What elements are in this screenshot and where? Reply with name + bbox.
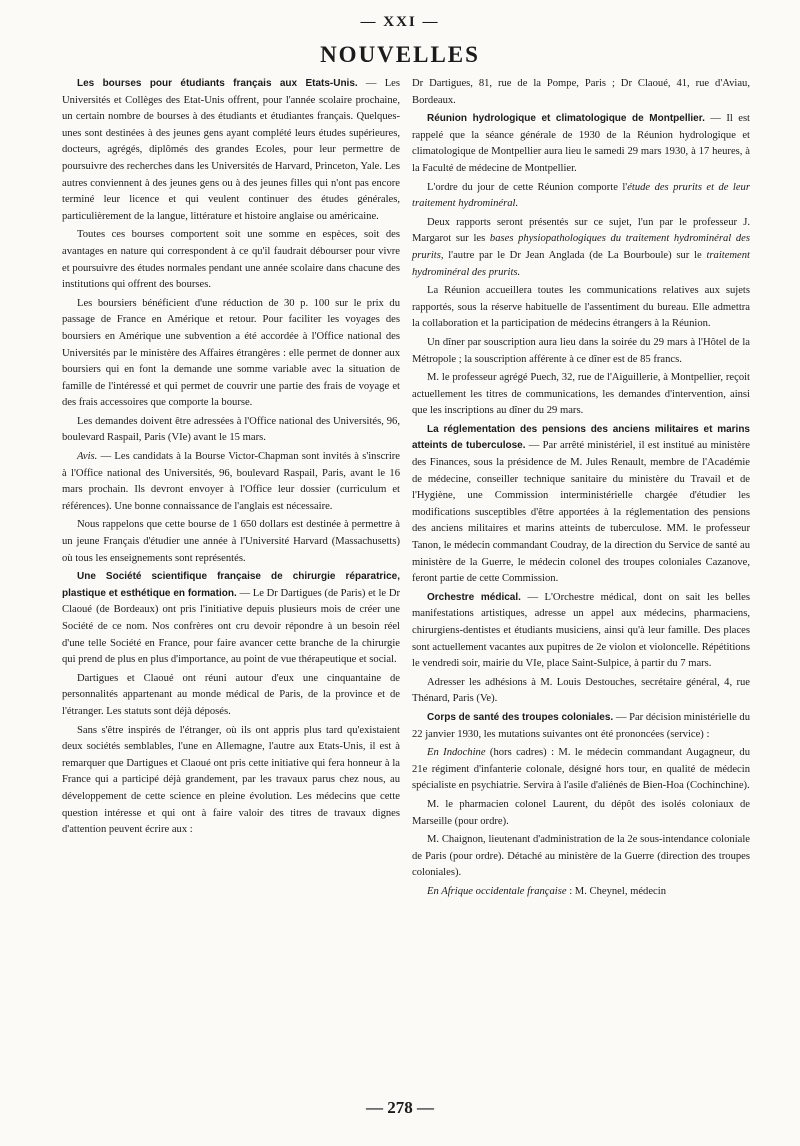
section-title: NOUVELLES <box>320 42 480 67</box>
paragraph: En Indochine (hors cadres) : M. le médecin commandant Augagneur, du 21e régiment d'infanterie colonale, désigné hors tour, en qualité de médecin spécialiste en psychiatrie. Servira à l'asile d'aliénés de Bien-Hoa (Cochinchine). <box>412 747 750 792</box>
page-header: — XXI — <box>360 14 440 30</box>
left-column <box>62 76 400 841</box>
indochine-label: En Indochine <box>427 747 486 759</box>
reunion-paragraph: Réunion hydrologique et climatologique de Montpellier. — Il est rappelé que la séance générale de 1930 de la Réunion hydrologique et climatologique de Montpellier aura lieu le samedi 29 mars 1930, à 17 heures, à la Faculté de médecine de Montpellier. <box>412 113 751 174</box>
paragraph: M. le pharmacien colonel Laurent, du dépôt des isolés coloniaux de Marseille (pour ordre). <box>412 798 750 827</box>
societe-heading: Une Société scientifique française de chirurgie réparatrice, plastique et esthétique en formation. <box>62 571 400 599</box>
paragraph: Les demandes doivent être adressées à l'Office national des Universités, 96, boulevard Raspail, Paris (VIe) avant le 15 mars. <box>62 415 400 444</box>
page-number: — 278 — <box>366 1098 434 1117</box>
afrique-label: En Afrique occidentale française <box>427 885 567 897</box>
orchestre-heading: Orchestre médical. <box>427 591 521 603</box>
paragraph: Les boursiers bénéficient d'une réduction de 30 p. 100 sur le prix du passage de France en Amérique et retour. Pour faciliter les voyages des boursiers en Amérique une subvention a été accordée à l'Office national des Universités par le ministère des Affaires étrangères : elle permet de donner aux boursiers qui en font la demande une somme variable avec la situation de famille de l'intéressé et qui permet de couvrir une partie des frais de voyage et des frais accessoires que comporte la bourse. <box>62 297 400 409</box>
paragraph: En Afrique occidentale française : M. Cheynel, médecin <box>427 885 667 897</box>
paragraph: M. le professeur agrégé Puech, 32, rue de l'Aiguillerie, à Montpellier, reçoit actuellement les titres de communications, les demandes d'intervention, ainsi que les inscriptions au dîner du 29 mars. <box>412 372 750 417</box>
paragraph: Dartigues et Claoué ont réuni autour d'eux une cinquantaine de personnalités appartenant au monde médical de Paris, de la province et de l'étranger. Les statuts sont déjà déposés. <box>62 672 400 717</box>
paragraph: Un dîner par souscription aura lieu dans la soirée du 29 mars à l'Hôtel de la Métropole ; la souscription afférente à ce dîner est de 85 francs. <box>412 336 750 365</box>
reunion-heading: Réunion hydrologique et climatologique de Montpellier. <box>427 113 705 125</box>
corps-paragraph: Corps de santé des troupes coloniales. — Par décision ministérielle du 22 janvier 1930, les mutations suivantes ont été prononcées (service) : <box>412 711 750 740</box>
pensions-heading: La réglementation des pensions des anciens militaires et marins atteints de tuberculose. <box>412 423 750 452</box>
paragraph: Adresser les adhésions à M. Louis Destouches, secrétaire général, 4, rue Thénard, Paris (Ve). <box>412 676 750 705</box>
corps-heading: Corps de santé des troupes coloniales. <box>427 711 614 723</box>
avis-label: Avis. <box>77 451 98 463</box>
avis-paragraph: Avis. — Les candidats à la Bourse Victor-Chapman sont invités à s'inscrire à l'Office national des Universités, 96, boulevard Raspail, Paris, avant le 16 mars prochain. Ils devront envoyer à l'Office leur dossier (curriculum et références). Une bonne connaissance de l'anglais est nécessaire. <box>62 451 400 512</box>
paragraph: L'ordre du jour de cette Réunion comporte l'étude des prurits et de leur traitement hydrominéral. <box>412 181 750 210</box>
pensions-paragraph: La réglementation des pensions des anciens militaires et marins atteints de tuberculose. — Par arrêté ministériel, il est institué au ministère des Finances, sous la présidence de M. Jules Renault, membre de l'Académie de médecine, conseiller technique sanitaire du ministère du Travail et de l'Hygiène, une Commission interministérielle chargée d'étudier les modifications susceptibles d'être apportées à la réglementation des pensions des anciens militaires et marins atteints de tuberculose. MM. le professeur Tanon, le médecin commandant Coudray, de la direction du Service de santé au ministère de la Guerre, le médecin colonel des troupes coloniales Cazanove, feront partie de cette Commission. <box>412 423 750 585</box>
right-column <box>412 76 750 903</box>
paragraph: Toutes ces bourses comportent soit une somme en espèces, soit des avantages en nature qui correspondent à ce qu'il faudrait débourser pour vivre et poursuivre des études normales pendant une année scolaire dans chacune des institutions qui offrent des bourses. <box>62 229 400 291</box>
paragraph: Sans s'être inspirés de l'étranger, où ils ont appris plus tard qu'existaient deux sociétés semblables, l'une en Allemagne, l'autre aux Etats-Unis, il est à remarquer que Dartigues et Claoué ont pris cette initiative qui fera honneur à la France qui a participé déjà grandement, par les travaux parus chez nous, au développement de cette science en pleine évolution. Les médecins que cette question intéresse et qui ont à faire valoir des titres de travaux dignes d'attention peuvent écrire aux : <box>62 724 400 836</box>
addresses-paragraph: Dr Dartigues, 81, rue de la Pompe, Paris ; Dr Claoué, 41, rue d'Aviau, Bordeaux. <box>412 78 750 106</box>
paragraph: La Réunion accueillera toutes les communications relatives aux sujets rapportés, sous la réserve habituelle de l'assentiment du bureau. Elle admettra la collaboration et la participation de médecins étrangers à la Réunion. <box>412 285 750 330</box>
paragraph: Nous rappelons que cette bourse de 1 650 dollars est destinée à permettre à un jeune Français d'étudier une année à l'Université Harvard (Massachusetts) où tous les enseignements sont représentés. <box>62 519 400 564</box>
paragraph: M. Chaignon, lieutenant d'administration de la 2e sous-intendance coloniale de Paris (pour ordre). Détaché au ministère de la Guerre (direction des troupes coloniales). <box>412 834 750 879</box>
orchestre-paragraph: Orchestre médical. — L'Orchestre médical, dont on sait les belles manifestations artistiques, adresse un appel aux médecins, pharmaciens, chirurgiens-dentistes et étudiants musiciens, ainsi qu'à leur famille. Des places sont actuellement vacantes aux pupitres de 2e violon et violoncelle. Répétitions le vendredi soir, mairie du VIe, place Saint-Sulpice, à partir du 7 mars. <box>412 591 750 670</box>
paragraph: Deux rapports seront présentés sur ce sujet, l'un par le professeur J. Margarot sur les bases physiopathologiques du traitement hydrominéral des prurits, l'autre par le Dr Jean Anglada (de La Bourboule) sur le traitement hydrominéral des prurits. <box>412 216 750 278</box>
bourses-paragraph: Les bourses pour étudiants français aux Etats-Unis. — Les Universités et Collèges des Etat-Unis offrent, pour l'année scolaire prochaine, un certain nombre de bourses à des étudiants et étudiantes français. Quelques-unes sont destinées à des jeunes gens ayant complété leurs études supérieures, docteurs, agrégés, diplômés des grandes Ecoles, pour leur permettre de poursuivre des recherches dans les Universités de Harvard, Princeton, Yale. Les autres conviennent à des jeunes gens ou à des jeunes filles qui n'ont pas encore terminé leur licence et qui veulent continuer des études générales, particulièrement de la langue, littérature et histoire anglaise ou américaine. <box>62 78 400 222</box>
societe-paragraph: Une Société scientifique française de chirurgie réparatrice, plastique et esthétique en formation. — Le Dr Dartigues (de Paris) et le Dr Claoué (de Bordeaux) ont pris l'initiative depuis plusieurs mois de créer une Société de ce nom. Nos confrères ont cru devoir répondre à un besoin réel d'une telle Société en France, pour faire avancer cette branche de la chirurgie qui prend de plus en plus d'importance, au point de vue thérapeutique et social. <box>62 571 400 666</box>
bourses-heading: Les bourses pour étudiants français aux Etats-Unis. <box>77 78 358 89</box>
